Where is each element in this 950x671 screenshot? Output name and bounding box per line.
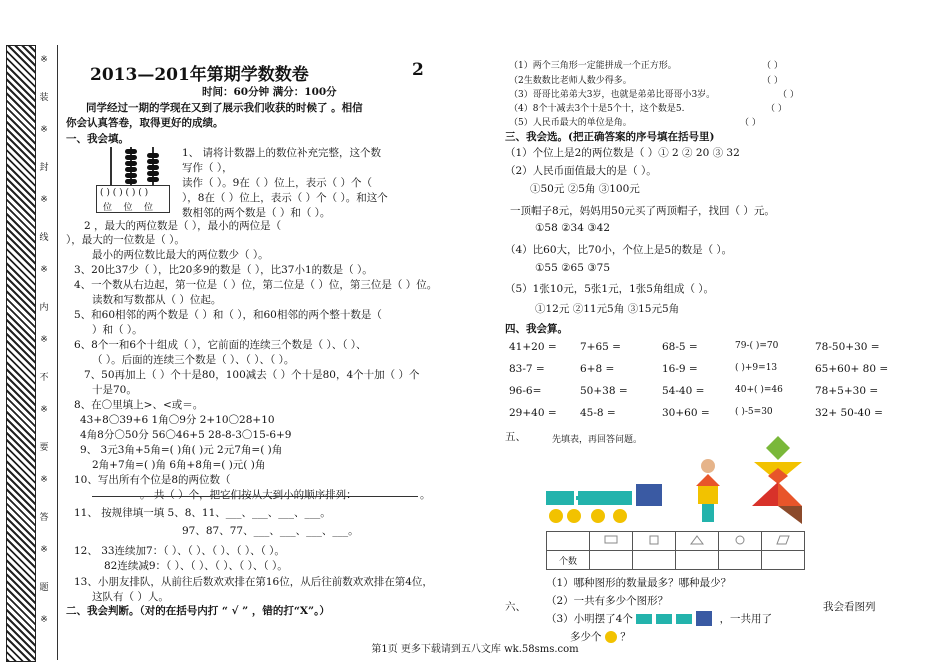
section-five-title: 先填表，再回答问题。	[552, 435, 643, 445]
intro-line-2: 你会认真答卷，取得更好的成绩。	[66, 117, 224, 129]
section-fill: 一、我会填。	[66, 133, 129, 145]
q5-line-a: 5、和60相邻的两个数是（ ）和（ ），和60相邻的两个整十数是（	[74, 309, 382, 321]
choice-4-options: ①55 ②65 ③75	[535, 262, 610, 274]
q13-line-b: 这队有（ ）人。	[92, 591, 169, 603]
section-six-heading: 我会看图列	[823, 601, 876, 613]
q11-line-b: 97、87、77、___、___、___、___。	[182, 525, 359, 537]
calc-item: 7+65 =	[580, 341, 621, 353]
q2-line-a: 2 ，最大的两位数是（ ），最小的两位是（	[84, 220, 282, 232]
q6-line-b: （ ）。后面的连续三个数是（ ）、（ ）、（ ）。	[92, 354, 295, 366]
calc-item: 78+5+30 =	[815, 385, 879, 397]
seal-char: ※	[40, 405, 48, 415]
train-picture	[546, 484, 662, 523]
calc-item: 96-6=	[509, 385, 542, 397]
q9-line-a: 9、 3元3角+5角=( )角( )元 2元7角=( )角	[80, 444, 283, 456]
table-header-circle	[719, 532, 762, 551]
seal-char: 答	[39, 513, 49, 523]
table-header-triangle	[676, 532, 719, 551]
q1-line-b: 写作（ ），	[182, 162, 233, 174]
choice-5-options: ①12元 ②11元5角 ③15元5角	[535, 303, 680, 315]
q1-line-c: 读作（ ）。9在（ ）位上，表示（ ）个（	[182, 177, 372, 189]
section-six-number: 六、	[505, 601, 526, 613]
intro-line-1: 同学经过一期的学现在又到了展示我们收获的时候了 。相信	[86, 102, 363, 114]
train-car-2	[578, 491, 606, 505]
seal-char: 内	[39, 303, 49, 313]
q6-line-a: 6、8个一和6个十组成（ ），它前面的连续三个数是（ ）、（ ）、	[74, 339, 367, 351]
abacus-labels: 位 位 位	[103, 203, 153, 213]
seal-char: 题	[39, 583, 49, 593]
q12-line-a: 12、 33连续加7：（ ）、（ ）、（ ）、（ ）、（ ）。	[74, 545, 285, 557]
shape-count-table	[546, 531, 805, 570]
count-circle-cell[interactable]	[719, 551, 762, 570]
q10-line-a: 10、写出所有个位是8的两位数（	[74, 474, 231, 486]
seal-char: ※	[40, 55, 48, 65]
count-triangle-cell[interactable]	[676, 551, 719, 570]
question-a2: （2）一共有多少个图形？	[546, 595, 669, 607]
calc-item: 79-( )=70	[735, 341, 779, 351]
calc-item: 78-50+30 =	[815, 341, 880, 353]
seal-char: 不	[39, 373, 49, 383]
grade-number: 2	[412, 60, 424, 80]
calc-item: 65+60+ 80 =	[815, 363, 889, 375]
seal-char: 装	[39, 93, 49, 103]
calc-item: 45-8 =	[580, 407, 616, 419]
table-row-label: 个数	[547, 551, 590, 570]
q10-answer-line	[92, 494, 418, 497]
calc-item: 40+( )=46	[735, 385, 783, 395]
choice-5: （5）1张10元，5张1元，1张5角组成（ ）。	[505, 283, 715, 295]
calc-item: 83-7 =	[509, 363, 545, 375]
q5-line-b: ）和（ ）。	[92, 324, 143, 336]
count-square-cell[interactable]	[633, 551, 676, 570]
count-parallelogram-cell[interactable]	[762, 551, 805, 570]
train-engine	[636, 484, 662, 506]
judge-4: （4）8个十减去3个十是5个十，这个数是5.	[509, 104, 685, 114]
table-header-blank	[547, 532, 590, 551]
calc-item: 32+ 50-40 =	[815, 407, 883, 419]
judge-2: （2生数数比老师人数少得多。	[509, 76, 632, 86]
robot-picture	[696, 459, 720, 522]
judge-5-bracket: （ ）	[740, 118, 761, 128]
train-small-icon	[636, 611, 716, 627]
choice-3: 一顶帽子8元，妈妈用50元买了两顶帽子，找回（ ）元。	[510, 205, 775, 217]
judge-3: （3）哥哥比弟弟大3岁，也就是弟弟比哥哥小3岁。	[509, 90, 716, 100]
calc-item: 30+60 =	[662, 407, 710, 419]
question-a3: （3）小明摆了4个 ，一共用了	[546, 613, 773, 625]
calc-item: 16-9 =	[662, 363, 698, 375]
q1-line-d: ），8在（ ）位上，表示（ ）个（ ）。和这个	[182, 192, 388, 204]
seal-char: ※	[40, 195, 48, 205]
q7-line-b: 十是70。	[92, 384, 137, 396]
section-judge: 二、我会判断。（对的在括号内打 “ √ ” ，错的打“X”。）	[66, 605, 330, 617]
abacus-image: ( ) ( ) ( ) ( ) 位 位 位	[96, 145, 168, 215]
q1-line-a: 1、 请将计数器上的数位补充完整，这个数	[182, 147, 382, 159]
table-header-square	[633, 532, 676, 551]
tangram-person-picture	[752, 436, 802, 524]
calc-item: 54-40 =	[662, 385, 705, 397]
seal-char: 要	[39, 443, 49, 453]
train-car-1	[546, 491, 574, 505]
calc-item: 29+40 =	[509, 407, 557, 419]
q10-line-c: 。	[420, 489, 431, 501]
binding-strip	[6, 45, 36, 662]
train-car-3	[606, 491, 632, 505]
seal-char: ※	[40, 615, 48, 625]
seal-line	[36, 45, 52, 660]
shape-pictures	[540, 436, 810, 528]
choice-2-options: ①50元 ②5角 ③100元	[530, 183, 640, 195]
q8-row-1: 43+8〇39+6 1角〇9分 2+10〇28+10	[80, 414, 275, 426]
seal-divider	[57, 45, 58, 660]
judge-1: （1）两个三角形一定能拼成一个正方形。	[509, 61, 677, 71]
judge-1-bracket: （ ）	[762, 61, 783, 71]
calc-item: 41+20 =	[509, 341, 557, 353]
seal-char: 封	[39, 163, 49, 173]
q10-line-b: 。 共（ ）个，把它们按从大到小的顺序排列：	[140, 489, 357, 501]
q11-line-a: 11、 按规律填一填 5、8、11、___、___、___、___。	[74, 507, 331, 519]
table-header-rectangle	[590, 532, 633, 551]
q4-line-a: 4、一个数从右边起，第一位是（ ）位，第二位是（ ）位，第三位是（ ）位。	[74, 279, 438, 291]
question-a1: （1）哪种图形的数量最多？哪种最少？	[546, 577, 732, 589]
seal-char: ※	[40, 335, 48, 345]
calc-item: 6+8 =	[580, 363, 615, 375]
choice-1: （1）个位上是2的两位数是（ ）① 2 ② 20 ③ 32	[505, 147, 740, 159]
q4-line-b: 读数和写数都从（ ）位起。	[92, 294, 222, 306]
judge-5: （5）人民币最大的单位是角。	[509, 118, 632, 128]
section-choose: 三、我会选。(把正确答案的序号填在括号里)	[505, 131, 715, 143]
table-header-parallelogram	[762, 532, 805, 551]
q2-line-b: ），最大的一位数是（ ）。	[66, 234, 185, 246]
choice-2: （2）人民币面值最大的是（ ）。	[505, 165, 657, 177]
seal-char: ※	[40, 545, 48, 555]
q8-row-2: 4角8分〇50分 56〇46+5 28-8-3〇15-6+9	[80, 429, 292, 441]
seal-char: ※	[40, 265, 48, 275]
q9-line-b: 2角+7角=( )角 6角+8角=( )元( )角	[92, 459, 266, 471]
count-rectangle-cell[interactable]	[590, 551, 633, 570]
exam-meta: 时间：60分钟 满分：100分	[202, 86, 337, 98]
seal-char: ※	[40, 125, 48, 135]
q7-line-a: 7、50再加上（ ）个十是80，100减去（ ）个十是80，4个十加（ ）个	[84, 369, 420, 381]
q8: 8、在〇里填上>、<或＝。	[74, 399, 204, 411]
calc-item: ( )-5=30	[735, 407, 773, 417]
judge-2-bracket: （ ）	[762, 76, 783, 86]
q3: 3、20比37少（ ），比20多9的数是（ ），比37小1的数是（ ）。	[74, 264, 373, 276]
judge-3-bracket: （ ）	[778, 90, 799, 100]
q1-line-e: 数相邻的两个数是（ ）和（ ）。	[182, 207, 331, 219]
calc-item: ( )+9=13	[735, 363, 778, 373]
calc-item: 68-5 =	[662, 341, 698, 353]
q2-line-c: 最小的两位数比最大的两位数少（ ）。	[92, 249, 269, 261]
q13-line-a: 13、小朋友排队，从前往后数欢欢排在第16位，从后往前数欢欢排在第4位，	[74, 576, 433, 588]
exam-title: 2013—201年第期学数数卷	[90, 65, 309, 85]
question-a3-cont: 多少个 ？	[570, 631, 631, 643]
section-calc: 四、我会算。	[505, 323, 568, 335]
section-five-number: 五、	[505, 431, 526, 443]
choice-4: （4）比60大，比70小，个位上是5的数是（ ）。	[505, 244, 733, 256]
page-footer: 第1页 更多下载请到五八文库 wk.58sms.com	[371, 644, 579, 655]
judge-4-bracket: （ ）	[766, 104, 787, 114]
seal-char: ※	[40, 475, 48, 485]
q12-line-b: 82连续减9：（ ）、（ ）、（ ）、（ ）、（ ）。	[104, 560, 288, 572]
choice-3-options: ①58 ②34 ③42	[535, 222, 610, 234]
calc-item: 50+38 =	[580, 385, 628, 397]
seal-char: 线	[39, 233, 49, 243]
